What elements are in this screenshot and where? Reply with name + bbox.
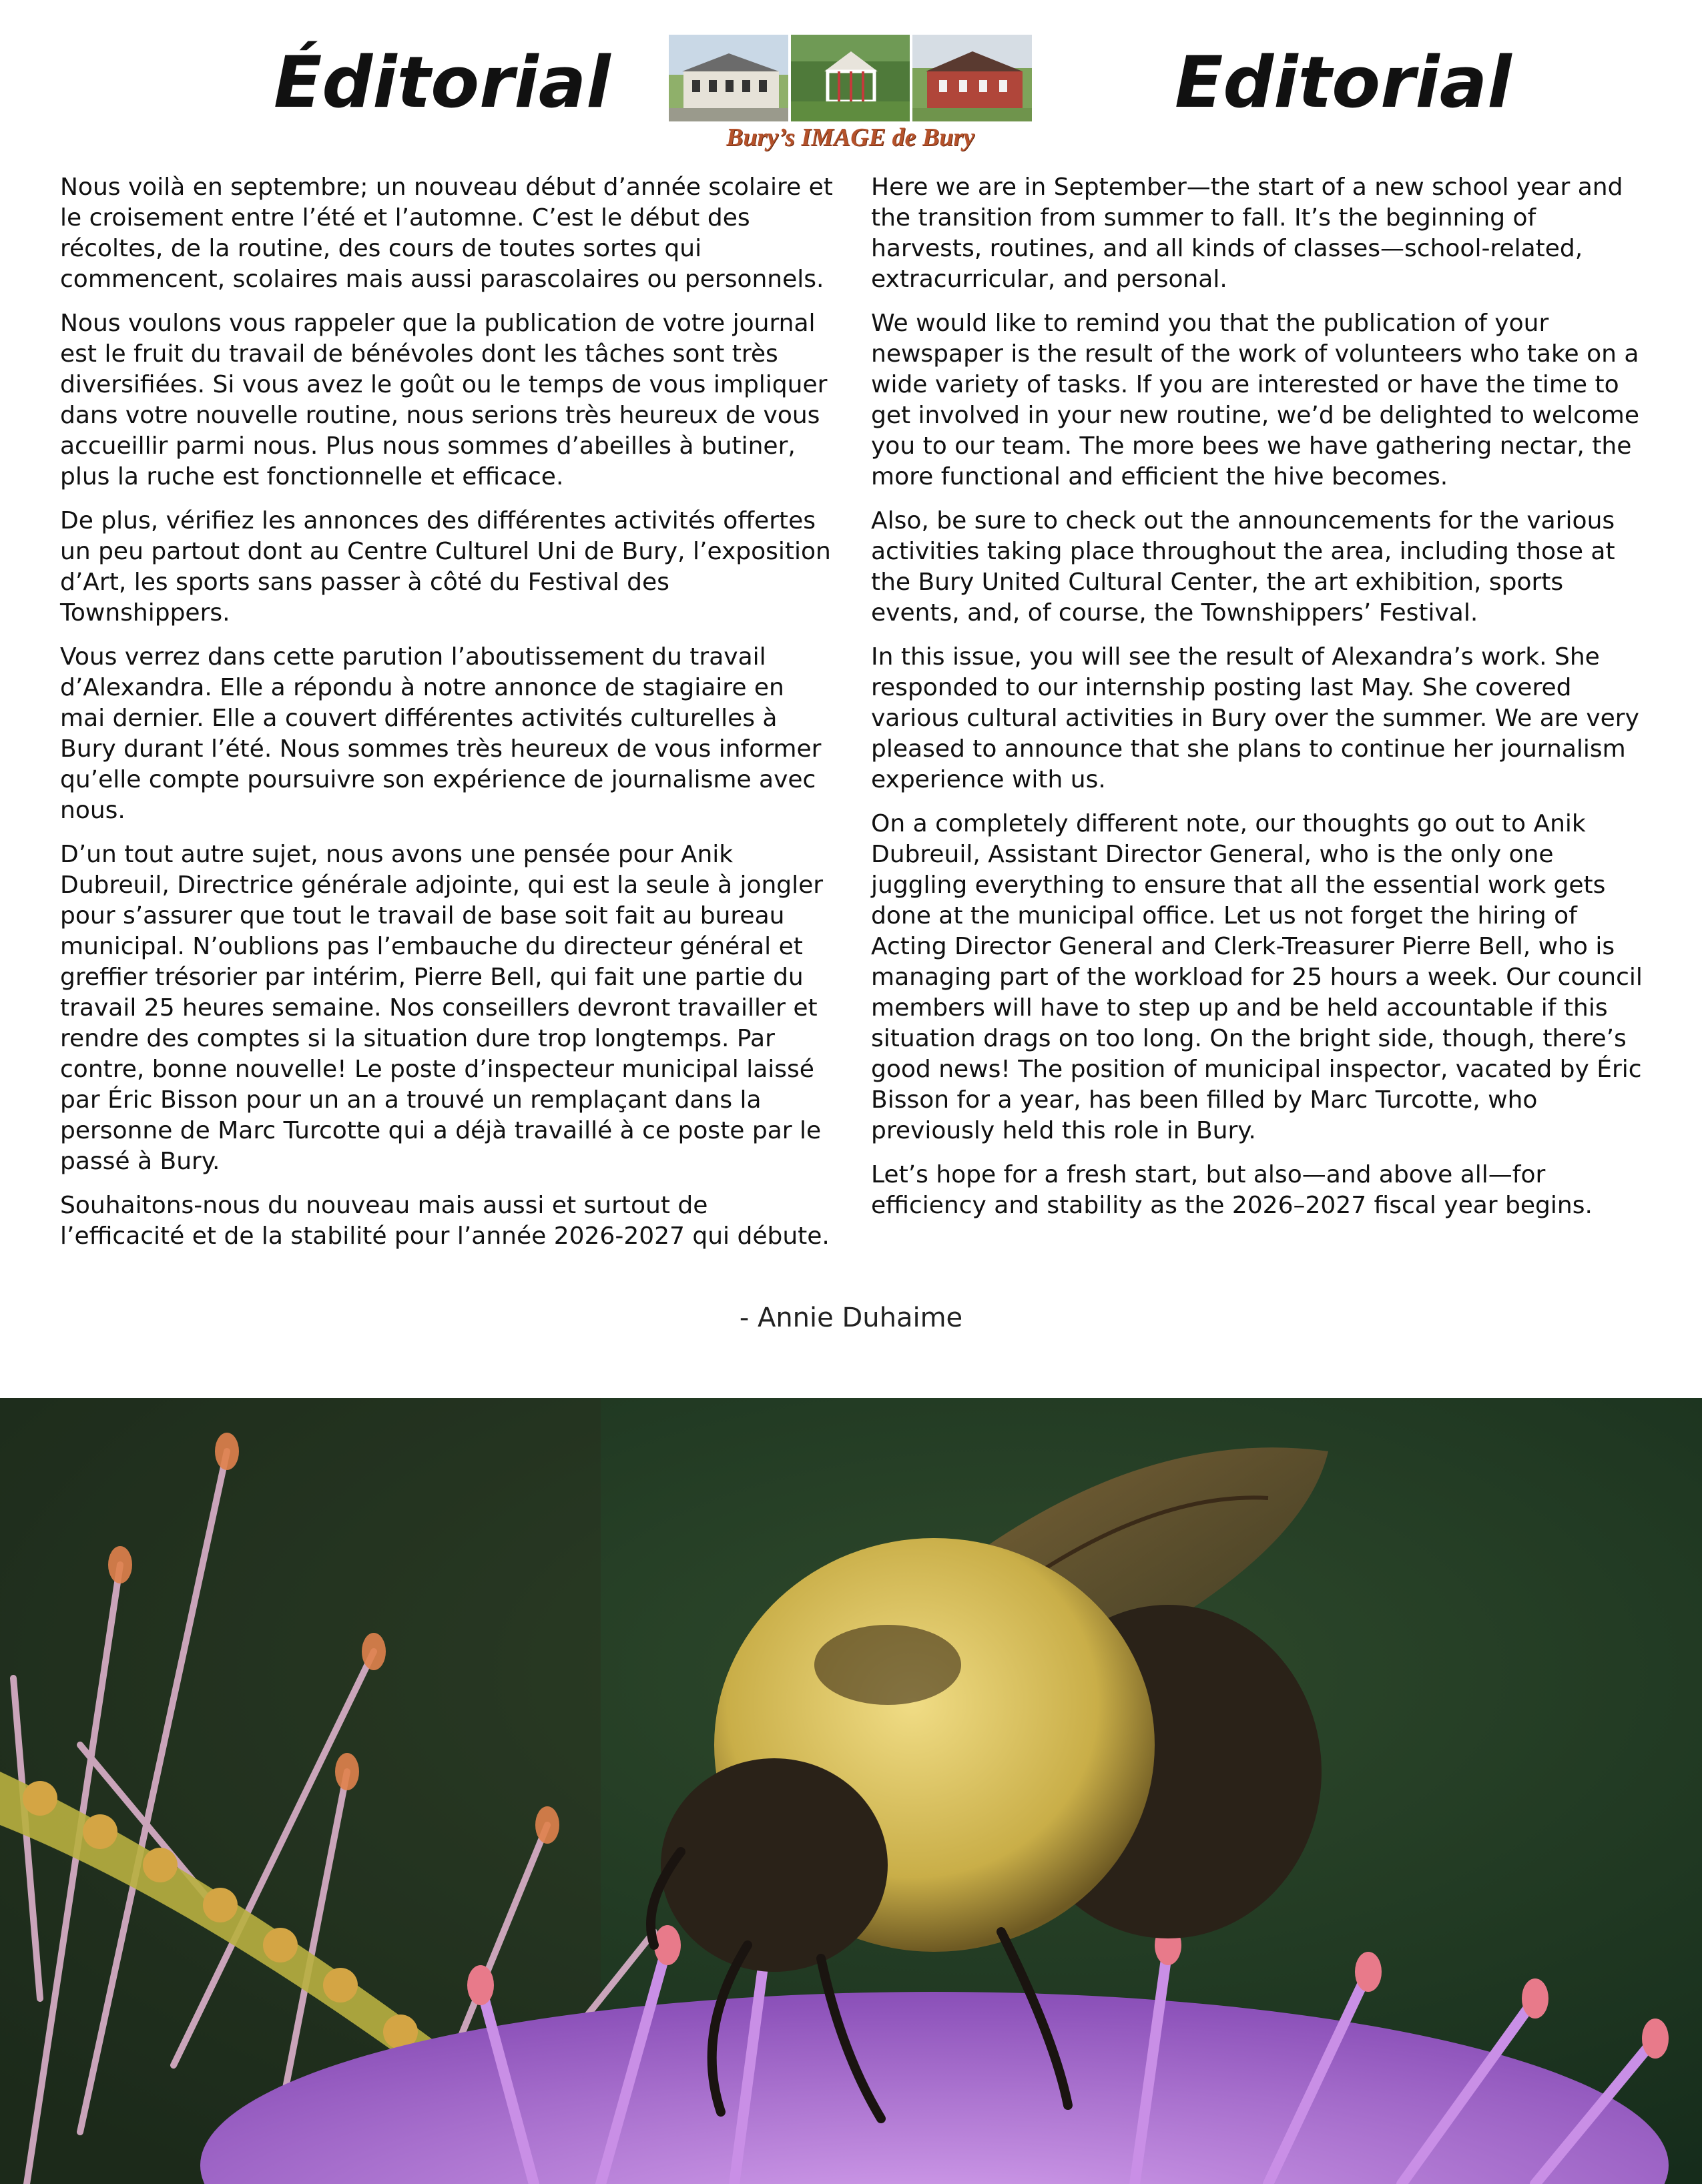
title-english: Editorial <box>1175 41 1512 123</box>
masthead-logo <box>669 35 1032 153</box>
bee-photo <box>0 1398 1702 2184</box>
bee-illustration <box>0 1398 1702 2184</box>
english-column <box>871 172 1645 1234</box>
french-paragraph: De plus, vérifiez les annonces des différentes activités offertes un peu partout dont au Centre Culturel Uni de Bury, l’exposition d’Art, les sports sans passer à côté du Festival des Townshippers. <box>60 507 831 627</box>
author-signature: - Annie Duhaime <box>739 1303 963 1333</box>
english-paragraph: On a completely different note, our thoughts go out to Anik Dubreuil, Assistant Director General, who is the only one juggling everything to ensure that all the essential work gets done at the municipal office. Let us not forget the hiring of Acting Director General and Clerk-Treasurer Pierre Bell, who is managing part of the workload for 25 hours a week. Our council members will have to step up and be held accountable if this situation drags on too long. On the bright side, though, there’s good news! The position of municipal inspector, vacated by Éric Bisson for a year, has been filled by Marc Turcotte, who previously held this role in Bury. <box>871 810 1643 1144</box>
english-paragraph: Here we are in September—the start of a new school year and the transition from summer to fall. It’s the beginning of harvests, routines, and all kinds of classes—school-related, extracurricular, and personal. <box>871 173 1623 293</box>
masthead-label: Bury’s IMAGE de Bury <box>726 123 974 151</box>
english-paragraph: Also, be sure to check out the announcements for the various activities taking place throughout the area, including those at the Bury United Cultural Center, the art exhibition, sports events, and, of course, the Townshippers’ Festival. <box>871 507 1615 627</box>
masthead-photo-strip <box>669 35 1032 121</box>
english-paragraph: We would like to remind you that the publication of your newspaper is the result of the work of volunteers who take on a wide variety of tasks. If you are interested or have the time to get involved in your new routine, we’d be delighted to welcome you to our team. The more bees we have gathering nectar, the more functional and efficient the hive becomes. <box>871 310 1639 490</box>
masthead-photo-building-white <box>669 35 788 121</box>
french-paragraph: Nous voilà en septembre; un nouveau début d’année scolaire et le croisement entre l’été et l’automne. C’est le début des récoltes, de la routine, des cours de toutes sortes qui commencent, scolaires mais aussi parascolaires ou personnels. <box>60 173 833 293</box>
english-paragraph: In this issue, you will see the result of Alexandra’s work. She responded to our internship posting last May. She covered various cultural activities in Bury over the summer. We are very pleased to announce that she plans to continue her journalism experience with us. <box>871 643 1639 793</box>
french-paragraph: Vous verrez dans cette parution l’aboutissement du travail d’Alexandra. Elle a répondu à notre annonce de stagiaire en mai dernier. Elle a couvert différentes activités culturelles à Bury durant l’été. Nous sommes très heureux de vous informer qu’elle compte poursuivre son expérience de journalisme avec nous. <box>60 643 822 824</box>
french-paragraph: Souhaitons-nous du nouveau mais aussi et surtout de l’efficacité et de la stabilité pour l’année 2026-2027 qui débute. <box>60 1192 830 1250</box>
french-paragraph: D’un tout autre sujet, nous avons une pensée pour Anik Dubreuil, Directrice générale adjointe, qui est la seule à jongler pour s’assurer que tout le travail de base soit fait au bureau municipal. N’oublions pas l’embauche du directeur général et greffier trésorier par intérim, Pierre Bell, qui fait une partie du travail 25 heures semaine. Nos conseillers devront travailler et rendre des comptes si la situation dure trop longtemps. Par contre, bonne nouvelle! Le poste d’inspecteur municipal laissé par Éric Bisson pour un an a trouvé un remplaçant dans la personne de Marc Turcotte qui a déjà travaillé à ce poste par le passé à Bury. <box>60 841 824 1175</box>
title-french: Éditorial <box>274 41 611 123</box>
french-paragraph: Nous voulons vous rappeler que la publication de votre journal est le fruit du travail de bénévoles dont les tâches sont très diversifiées. Si vous avez le goût ou le temps de vous impliquer dans votre nouvelle routine, nous serions très heureux de vous accueillir parmi nous. Plus nous sommes d’abeilles à butiner, plus la ruche est fonctionnelle et efficace. <box>60 310 828 490</box>
french-column <box>60 172 834 1265</box>
masthead-photo-gazebo <box>791 35 910 121</box>
masthead-photo-building-brick <box>912 35 1032 121</box>
english-paragraph: Let’s hope for a fresh start, but also—and above all—for efficiency and stability as the 2026–2027 fiscal year begins. <box>871 1161 1593 1219</box>
